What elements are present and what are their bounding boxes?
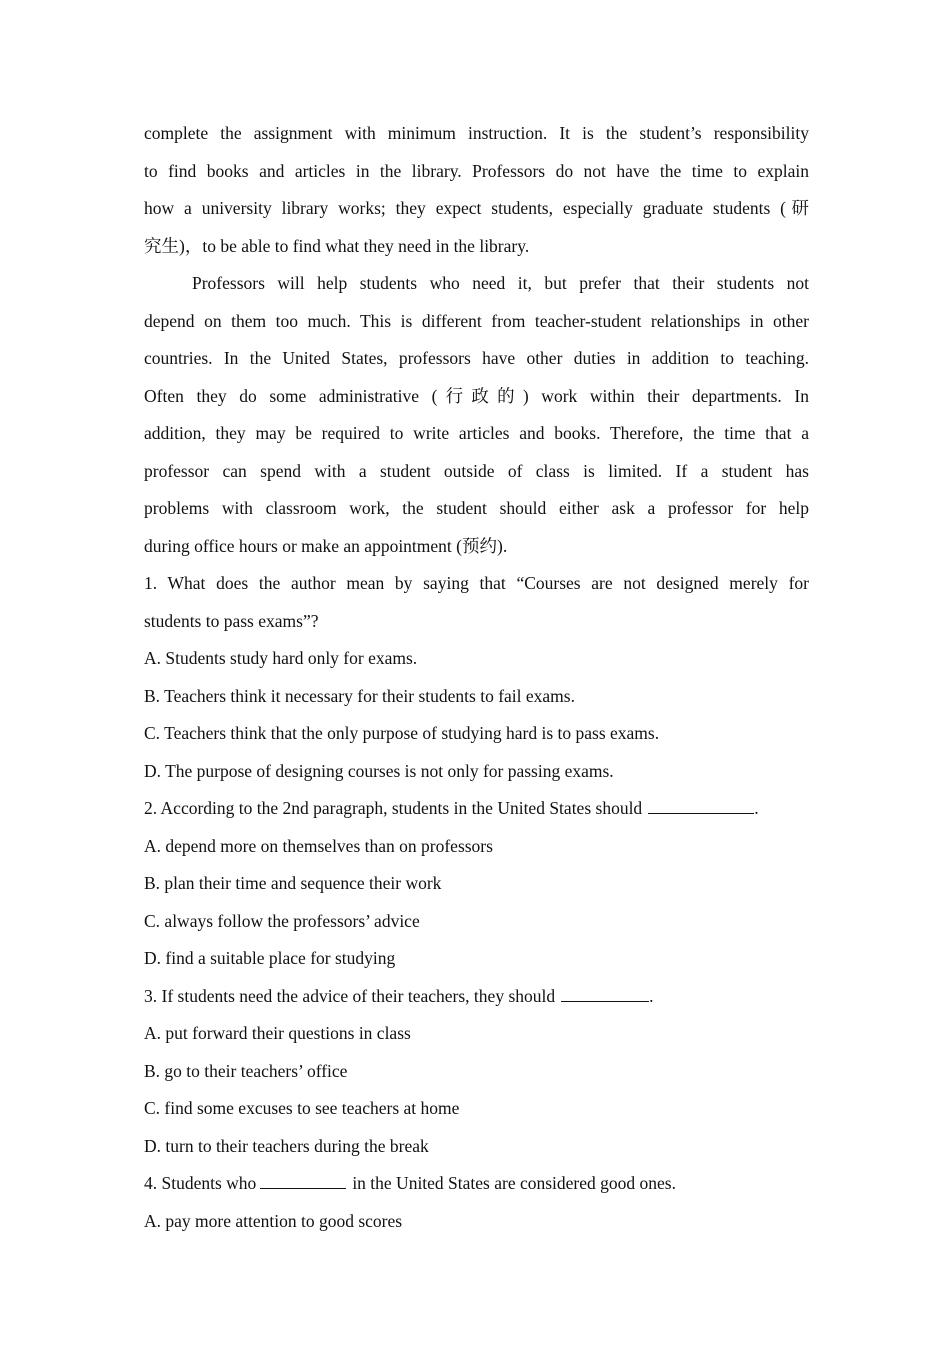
answer-blank [648, 812, 754, 814]
document-page [144, 115, 809, 1240]
answer-option: A. depend more on themselves than on professors [144, 835, 493, 856]
answer-option: A. put forward their questions in class [144, 1023, 411, 1043]
answer-option: A. pay more attention to good scores [144, 1210, 403, 1231]
answer-option: B. plan their time and sequence their work [144, 873, 442, 893]
question-1 [144, 565, 809, 790]
question-stem [144, 978, 809, 1016]
passage-line: 究生)，to be able to find what they need in the library. [144, 235, 530, 256]
question-stem-end: . [754, 798, 759, 818]
answer-option: B. go to their teachers’ office [144, 1060, 348, 1081]
passage-line: during office hours or make an appointment (预约). [144, 535, 508, 556]
passage-line: problems with classroom work, the student should either ask a professor for help [144, 498, 809, 518]
answer-option: C. always follow the professors’ advice [144, 910, 420, 931]
answer-option: D. The purpose of designing courses is not only for passing exams. [144, 760, 614, 781]
answer-option: C. find some excuses to see teachers at home [144, 1098, 460, 1118]
passage-line: professor can spend with a student outside of class is limited. If a student has [144, 460, 809, 481]
question-2 [144, 790, 809, 978]
answer-option: D. turn to their teachers during the break [144, 1135, 429, 1156]
question-stem-text: 4. Students who [144, 1173, 257, 1193]
passage-line: addition, they may be required to write articles and books. Therefore, the time that a [144, 423, 809, 443]
question-stem-text: 3. If students need the advice of their teachers, they should [144, 985, 556, 1006]
answer-blank [260, 1187, 346, 1189]
answer-option: C. Teachers think that the only purpose of studying hard is to pass exams. [144, 723, 660, 743]
passage-line: Often they do some administrative (行政的) work within their departments. In [144, 385, 809, 406]
answer-option: A. Students study hard only for exams. [144, 648, 418, 668]
answer-option: D. find a suitable place for studying [144, 948, 396, 968]
answer-option: B. Teachers think it necessary for their students to fail exams. [144, 685, 575, 706]
question-4 [144, 1165, 809, 1240]
reading-passage [144, 115, 809, 565]
question-stem-end: . [649, 985, 654, 1006]
passage-line: depend on them too much. This is different from teacher-student relationships in other [144, 310, 809, 331]
question-stem [144, 790, 809, 828]
passage-line: complete the assignment with minimum instruction. It is the student’s responsibility [144, 123, 809, 143]
question-stem: students to pass exams”? [144, 610, 319, 631]
passage-line: how a university library works; they expect students, especially graduate students (研 [144, 198, 809, 218]
question-stem [144, 1165, 809, 1203]
question-stem-text: 2. According to the 2nd paragraph, students in the United States should [144, 798, 643, 818]
passage-line: Professors will help students who need it, but prefer that their students not [192, 273, 809, 293]
passage-line: to find books and articles in the library. Professors do not have the time to explain [144, 160, 809, 181]
question-stem: 1. What does the author mean by saying that “Courses are not designed merely for [144, 573, 809, 593]
passage-line: countries. In the United States, professors have other duties in addition to teaching. [144, 348, 809, 368]
answer-blank [561, 1000, 649, 1002]
question-stem-end: in the United States are considered good ones. [352, 1173, 676, 1193]
question-3 [144, 978, 809, 1166]
